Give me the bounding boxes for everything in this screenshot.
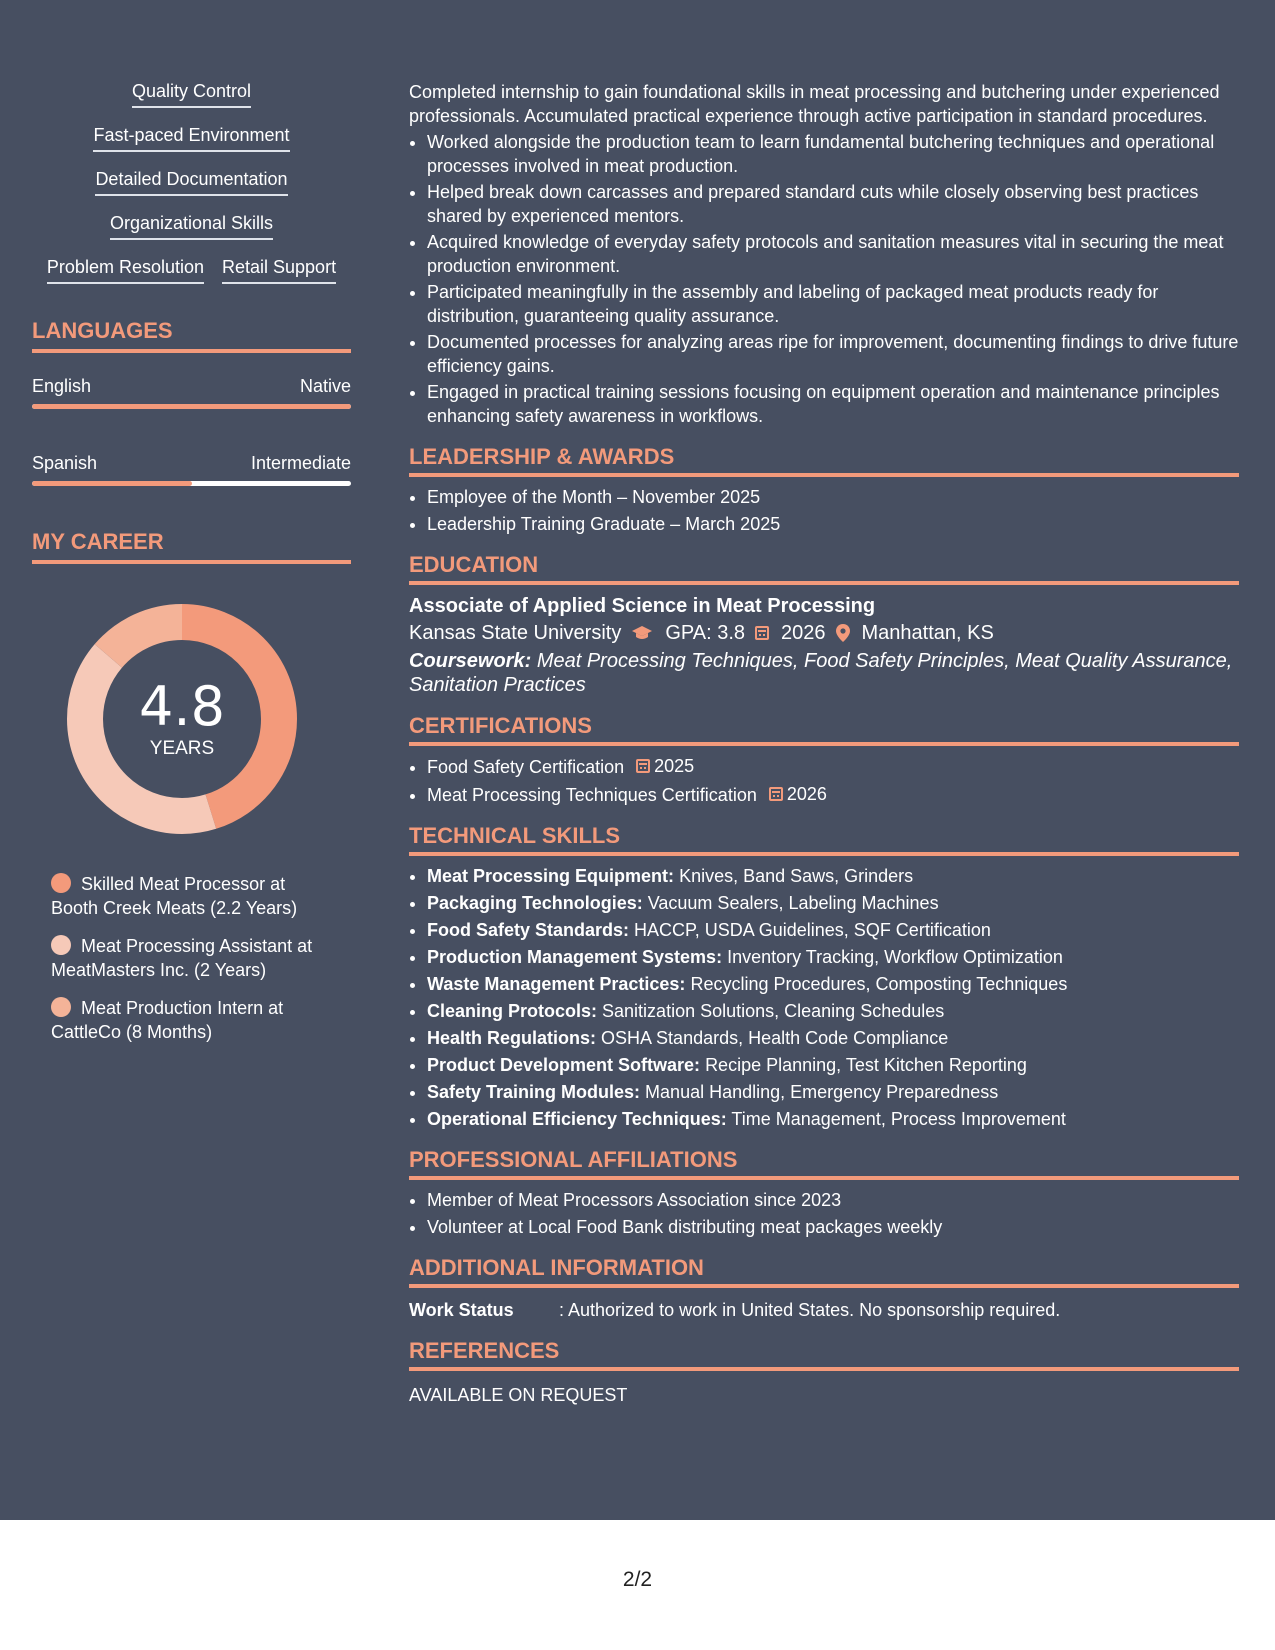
affiliations-section — [409, 1147, 1239, 1239]
list-item: • Volunteer at Local Food Bank distributing meat packages weekly — [427, 1215, 1239, 1239]
skill-row — [32, 124, 351, 152]
education-heading: EDUCATION — [409, 552, 1239, 585]
certification-name: Meat Processing Techniques Certification — [427, 785, 757, 805]
education-section — [409, 552, 1239, 697]
certification-item — [427, 782, 1239, 807]
language-proficiency-bar — [32, 404, 351, 409]
certifications-list — [409, 754, 1239, 807]
degree-title: Associate of Applied Science in Meat Processing — [409, 595, 876, 617]
legend-dot-icon — [51, 997, 71, 1017]
list-item: • Acquired knowledge of everyday safety protocols and sanitation measures vital in securing the meat production environment. — [427, 230, 1239, 278]
calendar-icon — [755, 626, 769, 640]
technical-skill-item — [427, 864, 1239, 888]
technical-skill-label: Food Safety Standards: — [427, 920, 630, 940]
certification-name: Food Safety Certification — [427, 757, 625, 777]
certification-year: 2025 — [654, 756, 695, 776]
list-item: • Engaged in practical training sessions focusing on equipment operation and maintenance principles enhancing safety awareness in workflows. — [427, 380, 1239, 428]
career-donut-chart — [67, 604, 297, 834]
technical-skill-item — [427, 891, 1239, 915]
skill-tag: Problem Resolution — [47, 256, 204, 284]
leadership-section — [409, 444, 1239, 536]
gpa: GPA: 3.8 — [665, 622, 745, 644]
language-level: Intermediate — [250, 453, 351, 473]
certifications-section — [409, 713, 1239, 807]
list-item: • Helped break down carcasses and prepared standard cuts while closely observing best practices shared by experienced mentors. — [427, 180, 1239, 228]
technical-skill-label: Health Regulations: — [427, 1028, 597, 1048]
list-item: • Worked alongside the production team to learn fundamental butchering techniques and operational processes involved in meat production. — [427, 130, 1239, 178]
technical-skill-label: Waste Management Practices: — [427, 974, 686, 994]
career-total-years: 4.8 — [139, 675, 225, 738]
references-text: AVAILABLE ON REQUEST — [409, 1385, 628, 1405]
technical-skill-label: Production Management Systems: — [427, 947, 723, 967]
technical-skill-label: Cleaning Protocols: — [427, 1001, 598, 1021]
page-number: 2/2 — [622, 1568, 653, 1591]
languages-section — [32, 318, 351, 486]
skill-row — [32, 168, 351, 196]
technical-skills-section — [409, 823, 1239, 1131]
languages-list — [32, 375, 351, 486]
technical-skills-list — [409, 864, 1239, 1131]
technical-skill-value: Vacuum Sealers, Labeling Machines — [647, 893, 939, 913]
skill-tag: Detailed Documentation — [95, 168, 287, 196]
career-legend-item — [51, 934, 321, 982]
languages-heading: LANGUAGES — [32, 318, 351, 353]
skill-tag: Fast-paced Environment — [93, 124, 289, 152]
technical-skill-item — [427, 1107, 1239, 1131]
technical-skill-item — [427, 1080, 1239, 1104]
certification-year: 2026 — [786, 784, 827, 804]
calendar-icon — [636, 759, 650, 773]
graduation-cap-icon — [631, 625, 653, 641]
references-heading: REFERENCES — [409, 1338, 1239, 1371]
main-content — [409, 80, 1239, 1407]
technical-skills-heading: TECHNICAL SKILLS — [409, 823, 1239, 856]
skill-row — [32, 212, 351, 240]
technical-skill-label: Operational Efficiency Techniques: — [427, 1109, 727, 1129]
career-unit-label: YEARS — [149, 738, 215, 759]
skill-row — [32, 256, 351, 284]
technical-skill-value: OSHA Standards, Health Code Compliance — [601, 1028, 949, 1048]
language-row — [32, 375, 351, 397]
language-level: Native — [299, 376, 351, 396]
education-details — [409, 619, 1239, 647]
certifications-heading: CERTIFICATIONS — [409, 713, 1239, 746]
work-status-row — [409, 1298, 1239, 1322]
location-pin-icon — [836, 624, 850, 642]
technical-skill-value: Sanitization Solutions, Cleaning Schedules — [602, 1001, 945, 1021]
technical-skill-label: Product Development Software: — [427, 1055, 701, 1075]
career-heading: MY CAREER — [32, 529, 351, 564]
skill-tag: Organizational Skills — [110, 212, 273, 240]
technical-skill-value: Manual Handling, Emergency Preparedness — [645, 1082, 999, 1102]
career-section — [32, 529, 351, 1044]
technical-skill-item — [427, 1053, 1239, 1077]
technical-skill-value: Knives, Band Saws, Grinders — [679, 866, 914, 886]
technical-skill-item — [427, 918, 1239, 942]
technical-skill-value: Time Management, Process Improvement — [731, 1109, 1066, 1129]
legend-dot-icon — [51, 935, 71, 955]
technical-skill-value: HACCP, USDA Guidelines, SQF Certification — [634, 920, 991, 940]
technical-skill-label: Meat Processing Equipment: — [427, 866, 675, 886]
school-location: Manhattan, KS — [861, 622, 994, 644]
list-item: • Participated meaningfully in the assembly and labeling of packaged meat products ready for distribution, guaranteeing quality assurance. — [427, 280, 1239, 328]
list-item: • Documented processes for analyzing areas ripe for improvement, documenting findings to drive future efficiency gains. — [427, 330, 1239, 378]
technical-skill-value: Inventory Tracking, Workflow Optimization — [727, 947, 1063, 967]
technical-skill-value: Recipe Planning, Test Kitchen Reporting — [705, 1055, 1027, 1075]
technical-skill-item — [427, 999, 1239, 1023]
leadership-heading: LEADERSHIP & AWARDS — [409, 444, 1239, 477]
additional-info-section — [409, 1255, 1239, 1322]
work-status-value: : Authorized to work in United States. No sponsorship required. — [559, 1300, 1061, 1320]
skill-tag: Retail Support — [222, 256, 336, 284]
career-legend-text: Skilled Meat Processor at Booth Creek Meats (2.2 Years) — [51, 874, 298, 918]
career-legend-item — [51, 872, 321, 920]
list-item: • Leadership Training Graduate – March 2025 — [427, 512, 1239, 536]
career-legend — [51, 872, 321, 1044]
experience-bullets — [409, 130, 1239, 428]
skill-tag: Quality Control — [132, 80, 251, 108]
list-item: • Member of Meat Processors Association since 2023 — [427, 1188, 1239, 1212]
career-legend-text: Meat Processing Assistant at MeatMasters Inc. (2 Years) — [51, 936, 313, 980]
language-proficiency-bar — [32, 481, 351, 486]
experience-summary: Completed internship to gain foundational skills in meat processing and butchering under experienced professionals. Accumulated practical experience through active participation in standard procedures. — [409, 82, 1220, 126]
technical-skill-value: Recycling Procedures, Composting Techniques — [690, 974, 1068, 994]
work-status-label: Work Status — [409, 1300, 514, 1320]
coursework — [409, 649, 1239, 697]
technical-skill-label: Packaging Technologies: — [427, 893, 643, 913]
list-item: • Employee of the Month – November 2025 — [427, 485, 1239, 509]
language-name: English — [32, 376, 92, 396]
coursework-list: Meat Processing Techniques, Food Safety Principles, Meat Quality Assurance, Sanitation Practices — [409, 650, 1233, 696]
sidebar — [32, 80, 351, 1058]
language-row — [32, 452, 351, 474]
legend-dot-icon — [51, 873, 71, 893]
career-legend-item — [51, 996, 321, 1044]
affiliations-heading: PROFESSIONAL AFFILIATIONS — [409, 1147, 1239, 1180]
calendar-icon — [769, 787, 783, 801]
technical-skill-item — [427, 945, 1239, 969]
additional-info-heading: ADDITIONAL INFORMATION — [409, 1255, 1239, 1288]
graduation-year: 2026 — [781, 622, 826, 644]
career-legend-text: Meat Production Intern at CattleCo (8 Months) — [51, 998, 284, 1042]
skill-row — [32, 80, 351, 108]
technical-skill-item — [427, 972, 1239, 996]
technical-skill-item — [427, 1026, 1239, 1050]
coursework-label: Coursework: — [409, 650, 532, 672]
skills-cloud — [32, 80, 351, 284]
leadership-list — [409, 485, 1239, 536]
affiliations-list — [409, 1188, 1239, 1239]
language-proficiency-fill — [32, 481, 192, 486]
technical-skill-label: Safety Training Modules: — [427, 1082, 641, 1102]
certification-item — [427, 754, 1239, 779]
language-name: Spanish — [32, 453, 98, 473]
references-section — [409, 1338, 1239, 1407]
language-proficiency-fill — [32, 404, 351, 409]
school-name: Kansas State University — [409, 622, 622, 644]
